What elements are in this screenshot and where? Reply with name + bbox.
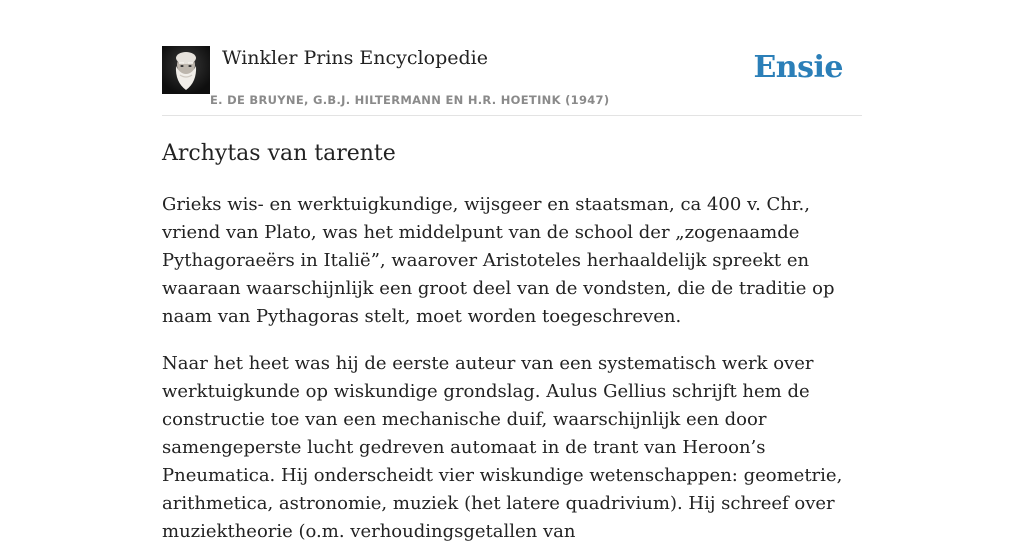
article [162, 138, 862, 546]
publication-name[interactable]: Winkler Prins Encyclopedie [222, 47, 488, 69]
brand-logo[interactable]: Ensie [753, 50, 843, 85]
bearded-man-portrait-icon [162, 46, 210, 94]
article-title: Archytas van tarente [162, 141, 396, 166]
avatar[interactable] [162, 46, 210, 94]
authors-line: E. DE BRUYNE, G.B.J. HILTERMANN EN H.R. HOETINK (1947) [210, 93, 610, 107]
article-paragraph: Grieks wis- en werktuigkundige, wijsgeer en staatsman, ca 400 v. Chr., vriend van Plato, was het middelpunt van de school der „zogenaamde Pythagoraeërs in Italië”, waarover Aristoteles herhaaldelijk spreekt en waaraan waarschijnlijk een groot deel van de vondsten, die de traditie op naam van Pythagoras stelt, moet worden toegeschreven. [162, 194, 835, 327]
article-paragraph: Naar het heet was hij de eerste auteur van een systematisch werk over werktuigkunde op wiskundige grondslag. Aulus Gellius schrijft hem de constructie toe van een mechanische duif, waarschijnlijk een door samengeperste lucht gedreven automaat in de trant van Heroon’s Pneumatica. Hij onderscheidt vier wiskundige wetenschappen: geometrie, arithmetica, astronomie, muziek (het latere quadrivium). Hij schreef over muziektheorie (o.m. verhoudingsgetallen van [162, 353, 843, 542]
header [162, 0, 862, 116]
